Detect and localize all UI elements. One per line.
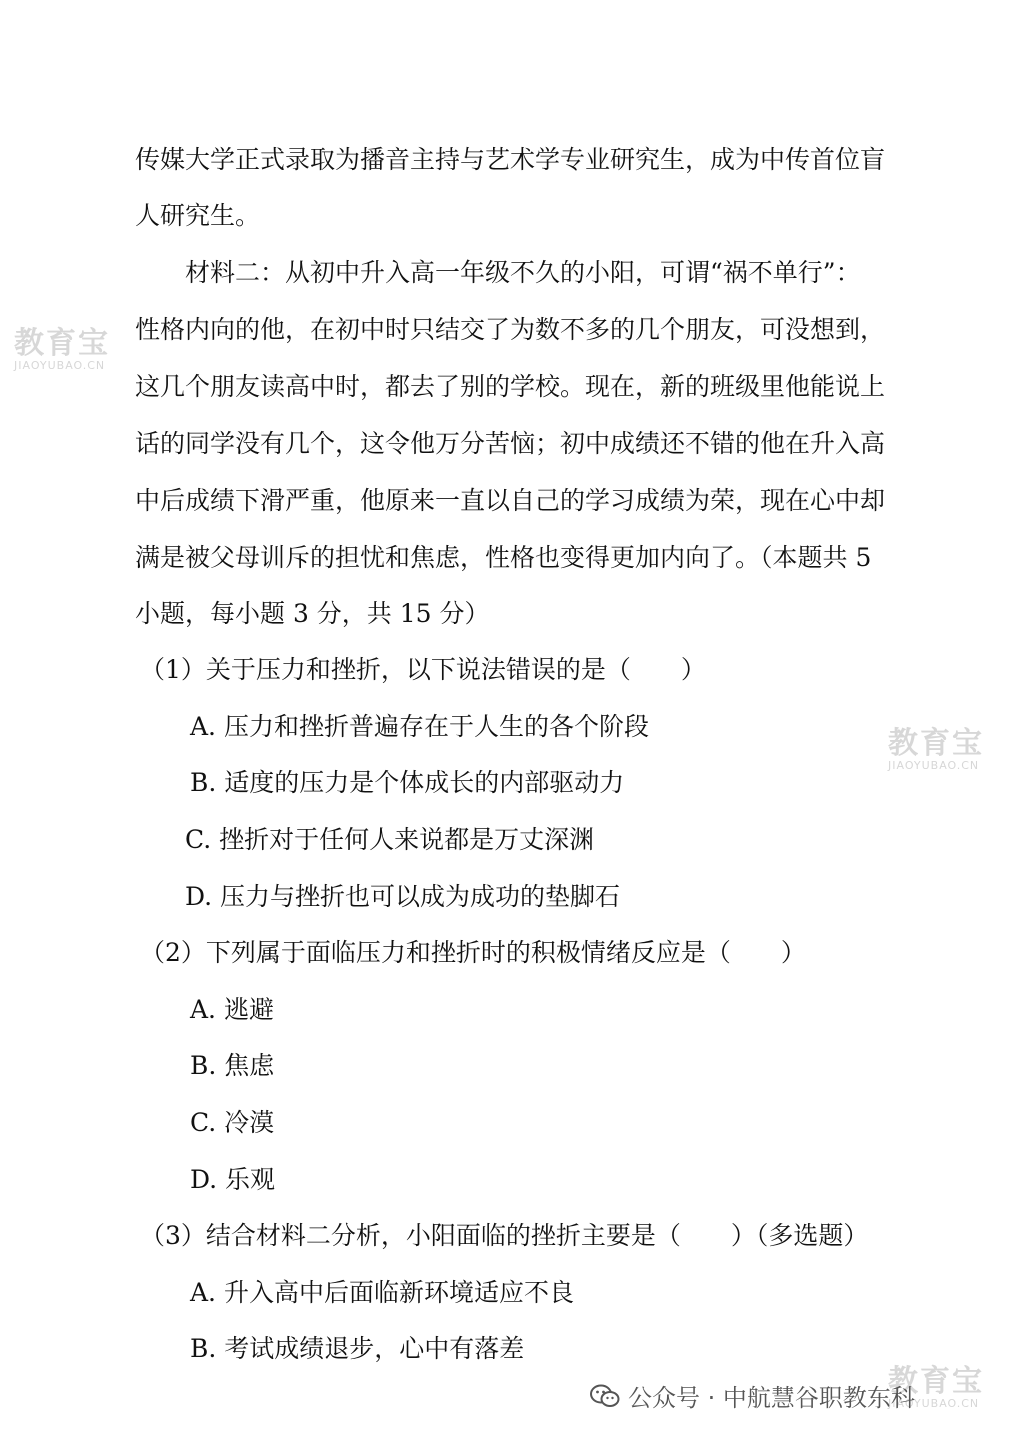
paragraph-line: 小题，每小题 3 分，共 15 分） <box>135 599 490 628</box>
question-option: A. 升入高中后面临新环境适应不良 <box>190 1278 574 1307</box>
watermark-brand: 教育宝 <box>888 726 984 761</box>
question-stem: （3）结合材料二分析，小阳面临的挫折主要是（ ）（多选题） <box>140 1221 869 1250</box>
paragraph-line: 这几个朋友读高中时，都去了别的学校。现在，新的班级里他能说上 <box>135 372 886 401</box>
watermark-brand: 教育宝 <box>14 326 110 361</box>
paragraph-line: 性格内向的他，在初中时只结交了为数不多的几个朋友，可没想到， <box>135 315 886 344</box>
watermark-logo <box>888 728 984 772</box>
wechat-footer <box>590 1378 915 1413</box>
paragraph-line: 人研究生。 <box>135 201 261 230</box>
question-option: A. 压力和挫折普遍存在于人生的各个阶段 <box>190 712 649 741</box>
paragraph-line: 传媒大学正式录取为播音主持与艺术学专业研究生，成为中传首位盲 <box>135 145 886 174</box>
question-option: A. 逃避 <box>190 995 274 1024</box>
question-option: B. 适度的压力是个体成长的内部驱动力 <box>190 768 625 797</box>
watermark-domain: JIAOYUBAO.CN <box>14 359 106 372</box>
watermark-brand: 教育宝 <box>888 1364 984 1399</box>
question-option: B. 焦虑 <box>190 1051 275 1080</box>
wechat-icon <box>590 1383 620 1409</box>
question-option: C. 挫折对于任何人来说都是万丈深渊 <box>185 825 595 854</box>
question-option: D. 乐观 <box>190 1165 276 1194</box>
question-stem: （2）下列属于面临压力和挫折时的积极情绪反应是（ ） <box>140 938 806 967</box>
paragraph-line: 话的同学没有几个，这令他万分苦恼；初中成绩还不错的他在升入高 <box>135 429 886 458</box>
question-option: C. 冷漠 <box>190 1108 275 1137</box>
question-stem: （1）关于压力和挫折，以下说法错误的是（ ） <box>140 655 706 684</box>
footer-text: 公众号 · 中航慧谷职教东科 <box>628 1384 915 1412</box>
question-option: B. 考试成绩退步，心中有落差 <box>190 1334 525 1363</box>
watermark-domain: JIAOYUBAO.CN <box>888 759 980 772</box>
paragraph-line: 满是被父母训斥的担忧和焦虑，性格也变得更加内向了。（本题共 5 <box>135 543 872 572</box>
watermark-domain: JIAOYUBAO.CN <box>888 1397 980 1410</box>
watermark-logo <box>14 328 110 372</box>
question-option: D. 压力与挫折也可以成为成功的垫脚石 <box>185 882 621 911</box>
paragraph-line: 材料二：从初中升入高一年级不久的小阳，可谓“祸不单行”： <box>185 258 861 287</box>
paragraph-line: 中后成绩下滑严重，他原来一直以自己的学习成绩为荣，现在心中却 <box>135 486 886 515</box>
